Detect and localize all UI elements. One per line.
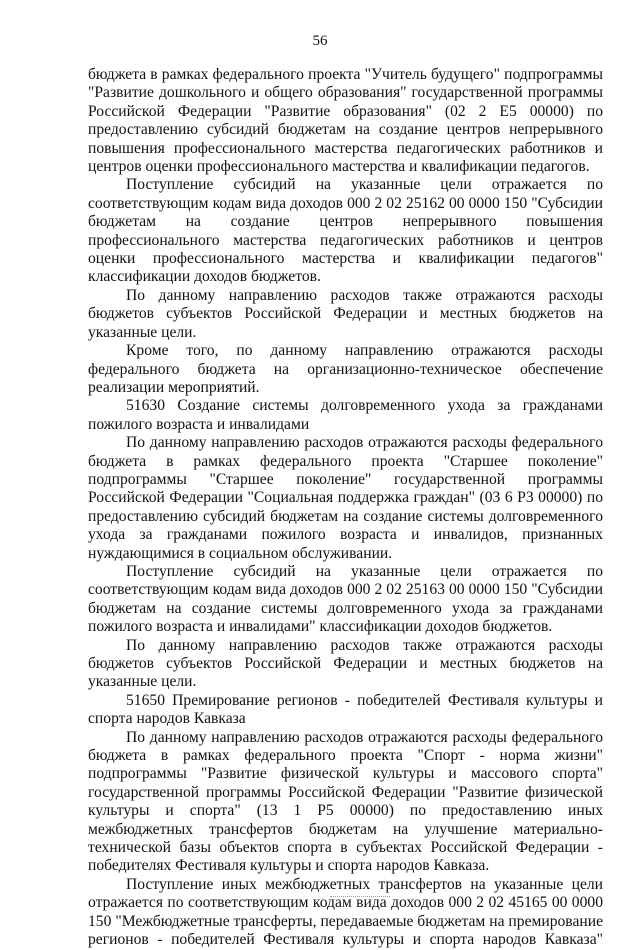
section-heading-51650: 51650 Премирование регионов - победителей Фестиваля культуры и спорта народов Кавказа xyxy=(88,691,603,728)
paragraph-51630-regional: По данному направлению расходов также отражаются расходы бюджетов субъектов Российской Федерации и местных бюджетов на указанные цели. xyxy=(88,636,603,691)
document-body xyxy=(88,66,603,950)
paragraph-51650-description: По данному направлению расходов отражаются расходы федерального бюджета в рамках федерального проекта "Спорт - норма жизни" подпрограммы "Развитие физической культуры и массового спорта" государственной программы Российской Федерации "Развитие физической культуры и спорта" (13 1 P5 00000) по предоставлению иных межбюджетных трансфертов бюджетам на улучшение материально-технической базы объектов спорта в субъектах Российской Федерации - победителях Фестиваля культуры и спорта народов Кавказа. xyxy=(88,728,603,875)
paragraph-continuation: бюджета в рамках федерального проекта "Учитель будущего" подпрограммы "Развитие дошкольного и общего образования" государственной программы Российской Федерации "Развитие образования" (02 2 E5 00000) по предоставлению субсидий бюджетам на создание центров непрерывного повышения профессионального мастерства педагогических работников и центров оценки профессионального мастерства и квалификации педагогов. xyxy=(88,66,603,176)
paragraph-51650-income: Поступление иных межбюджетных трансфертов на указанные цели отражается по соответствующим кодам вида доходов 000 2 02 45165 00 0000 150 "Межбюджетные трансферты, передаваемые бюджетам на премирование регионов - победителей Фестиваля культуры и спорта народов Кавказа" xyxy=(88,875,603,949)
scan-artifact xyxy=(330,896,390,900)
section-heading-51630: 51630 Создание системы долговременного ухода за гражданами пожилого возраста и инвалидами xyxy=(88,397,603,433)
paragraph-federal-support: Кроме того, по данному направлению отражаются расходы федерального бюджета на организационно-техническое обеспечение реализации мероприятий. xyxy=(88,342,603,396)
paragraph-regional-expenses: По данному направлению расходов также отражаются расходы бюджетов субъектов Российской Федерации и местных бюджетов на указанные цели. xyxy=(88,286,603,341)
paragraph-income-receipt: Поступление субсидий на указанные цели отражается по соответствующим кодам вида доходов 000 2 02 25162 00 0000 150 "Субсидии бюджетам на создание центров непрерывного повышения профессионального мастерства педагогических работников и центров оценки профессионального мастерства и квалификации педагогов" классификации доходов бюджетов. xyxy=(88,176,603,286)
page-number: 56 xyxy=(312,33,328,49)
paragraph-51630-income: Поступление субсидий на указанные цели отражается по соответствующим кодам вида доходов 000 2 02 25163 00 0000 150 "Субсидии бюджетам на создание системы долговременного ухода за гражданами пожилого возраста и инвалидами" классификации доходов бюджетов. xyxy=(88,562,603,636)
paragraph-51630-description: По данному направлению расходов отражаются расходы федерального бюджета в рамках федерального проекта "Старшее поколение" подпрограммы "Старшее поколение" государственной программы Российской Федерации "Социальная поддержка граждан" (03 6 P3 00000) по предоставлению субсидий бюджетам на создание системы долговременного ухода за гражданами пожилого возраста и инвалидов, признанных нуждающимися в социальном обслуживании. xyxy=(88,434,603,562)
